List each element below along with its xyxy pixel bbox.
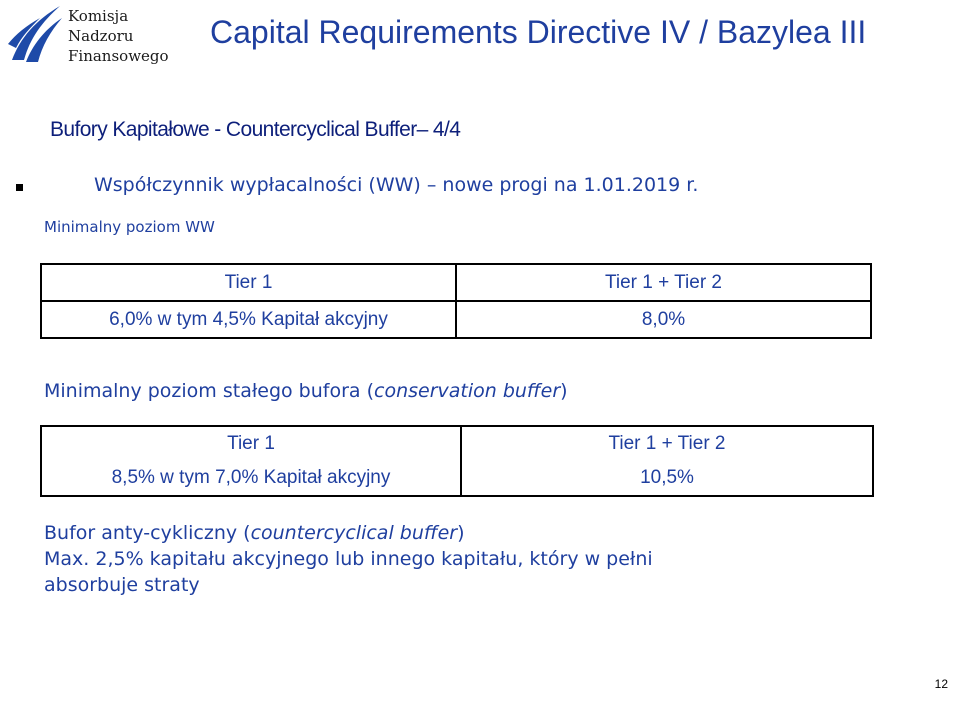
- table-row: [41, 301, 871, 338]
- table-cell: 6,0% w tym 4,5% Kapitał akcyjny: [41, 301, 456, 338]
- slide-subtitle: Bufory Kapitałowe - Countercyclical Buffer– 4/4: [50, 118, 461, 141]
- conservation-buffer-table: [40, 425, 874, 497]
- knf-logo: [6, 4, 169, 66]
- countercyclical-prefix: Bufor anty-cykliczny (: [44, 522, 251, 544]
- bullet-text: Współczynnik wypłacalności (WW) – nowe progi na 1.01.2019 r.: [94, 174, 699, 196]
- table-cell: 8,5% w tym 7,0% Kapitał akcyjny: [41, 461, 461, 496]
- page-title: Capital Requirements Directive IV / Bazylea III: [210, 14, 867, 50]
- knf-logo-icon: [6, 4, 64, 66]
- square-bullet-icon: [16, 184, 23, 191]
- table-row: [41, 426, 873, 461]
- section2-label-prefix: Minimalny poziom stałego bufora (: [44, 380, 374, 402]
- table-header-cell: Tier 1: [41, 426, 461, 461]
- countercyclical-line2: Max. 2,5% kapitału akcyjnego lub innego kapitału, który w pełni: [44, 548, 653, 570]
- table-row: [41, 264, 871, 301]
- table-header-cell: Tier 1 + Tier 2: [461, 426, 873, 461]
- table-cell: 10,5%: [461, 461, 873, 496]
- countercyclical-line3: absorbuje straty: [44, 574, 200, 596]
- section1-label: Minimalny poziom WW: [44, 218, 215, 236]
- countercyclical-line1: [44, 520, 653, 546]
- table-row: [41, 461, 873, 496]
- logo-line-finansowego: Finansowego: [68, 47, 169, 65]
- section2-label-suffix: ): [560, 380, 568, 402]
- page-number: 12: [934, 677, 948, 691]
- countercyclical-text: [44, 520, 653, 598]
- section2-label-italic: conservation buffer: [374, 380, 561, 402]
- countercyclical-suffix: ): [457, 522, 465, 544]
- table-cell: 8,0%: [456, 301, 871, 338]
- min-ww-table: [40, 263, 872, 339]
- table-header-cell: Tier 1: [41, 264, 456, 301]
- logo-line-komisja: Komisja: [68, 7, 129, 25]
- table-header-cell: Tier 1 + Tier 2: [456, 264, 871, 301]
- logo-line-nadzoru: Nadzoru: [68, 27, 134, 45]
- logo-text: [68, 6, 169, 66]
- countercyclical-italic: countercyclical buffer: [250, 522, 458, 544]
- section2-label: [44, 380, 568, 402]
